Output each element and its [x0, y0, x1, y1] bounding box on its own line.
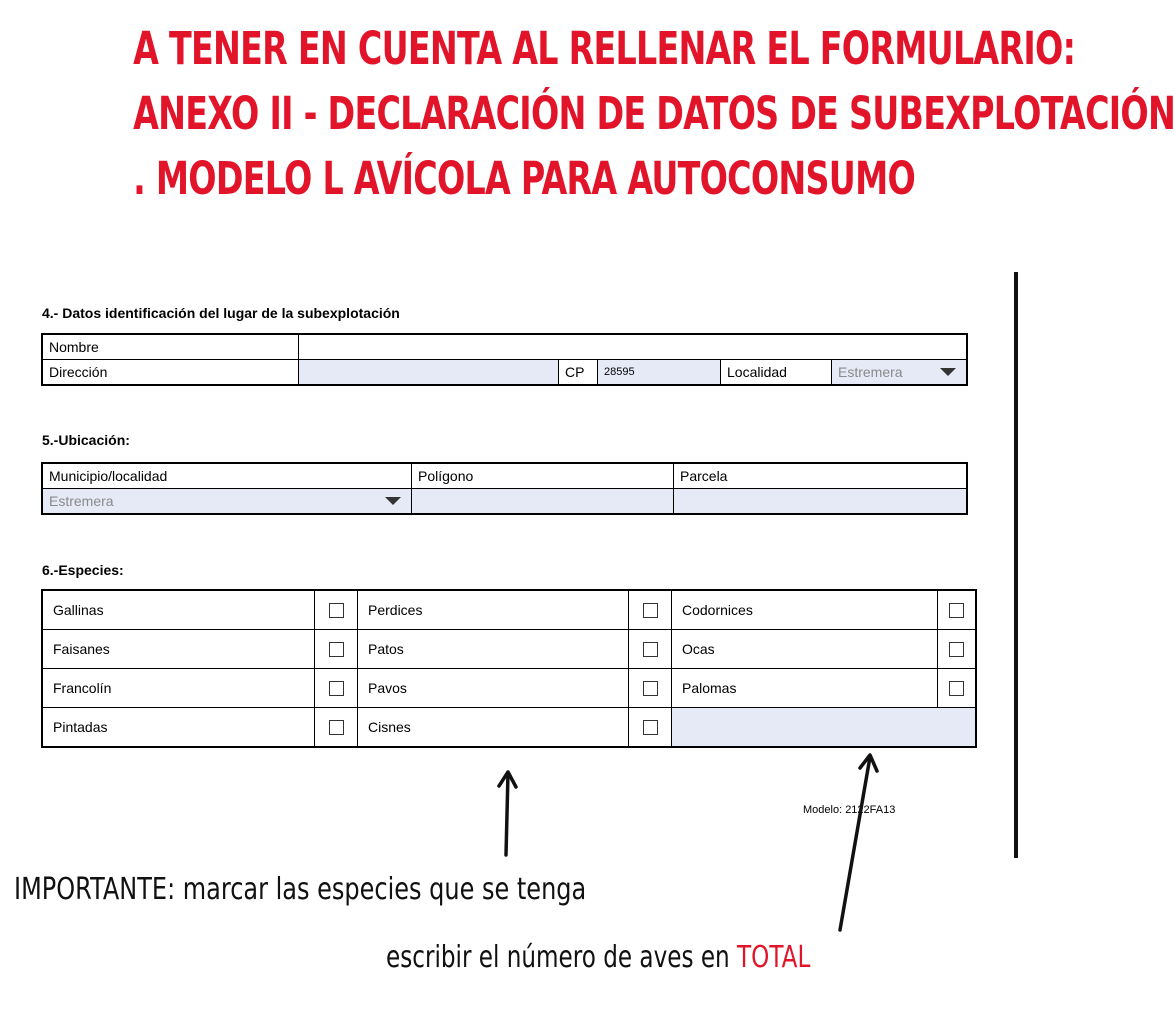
arrow-to-checkboxes [506, 773, 508, 855]
species-label: Ocas [672, 630, 938, 669]
total-word: TOTAL [737, 940, 811, 975]
important-label: IMPORTANTE: [14, 872, 176, 907]
species-label: Patos [358, 630, 629, 669]
species-label: Cisnes [358, 708, 629, 748]
localidad-label: Localidad [721, 360, 832, 386]
nombre-label: Nombre [42, 334, 299, 360]
note-line-1 [14, 872, 586, 907]
note-text: escribir el número de aves en [386, 940, 730, 975]
localidad-value: Estremera [838, 364, 903, 380]
species-label: Francolín [42, 669, 315, 708]
municipio-value: Estremera [49, 493, 114, 509]
section-5-title: 5.-Ubicación: [42, 432, 130, 448]
cp-label: CP [559, 360, 598, 386]
note-line-2 [386, 940, 810, 975]
species-label: Pintadas [42, 708, 315, 748]
arrow-to-total-field [840, 757, 870, 930]
parcela-header: Parcela [674, 463, 968, 489]
species-label: Perdices [358, 590, 629, 630]
direccion-label: Dirección [42, 360, 299, 386]
poligono-header: Polígono [412, 463, 674, 489]
modelo-code: Modelo: 2122FA13 [803, 804, 896, 816]
note-text: marcar las especies que se tenga [182, 872, 587, 907]
species-label: Pavos [358, 669, 629, 708]
municipio-header: Municipio/localidad [42, 463, 412, 489]
headline-line-3: . MODELO L AVÍCOLA PARA AUTOCONSUMO [133, 152, 916, 205]
cp-field[interactable]: 28595 [598, 360, 721, 386]
headline-line-2: ANEXO II - DECLARACIÓN DE DATOS DE SUBEXPLOTACIÓN [133, 87, 1175, 140]
section-4-title: 4.- Datos identificación del lugar de la subexplotación [42, 305, 400, 321]
species-label: Faisanes [42, 630, 315, 669]
species-label: Gallinas [42, 590, 315, 630]
species-label: Palomas [672, 669, 938, 708]
species-label: Codornices [672, 590, 938, 630]
headline-line-1: A TENER EN CUENTA AL RELLENAR EL FORMULARIO: [133, 22, 1076, 75]
section-6-title: 6.-Especies: [42, 562, 124, 578]
